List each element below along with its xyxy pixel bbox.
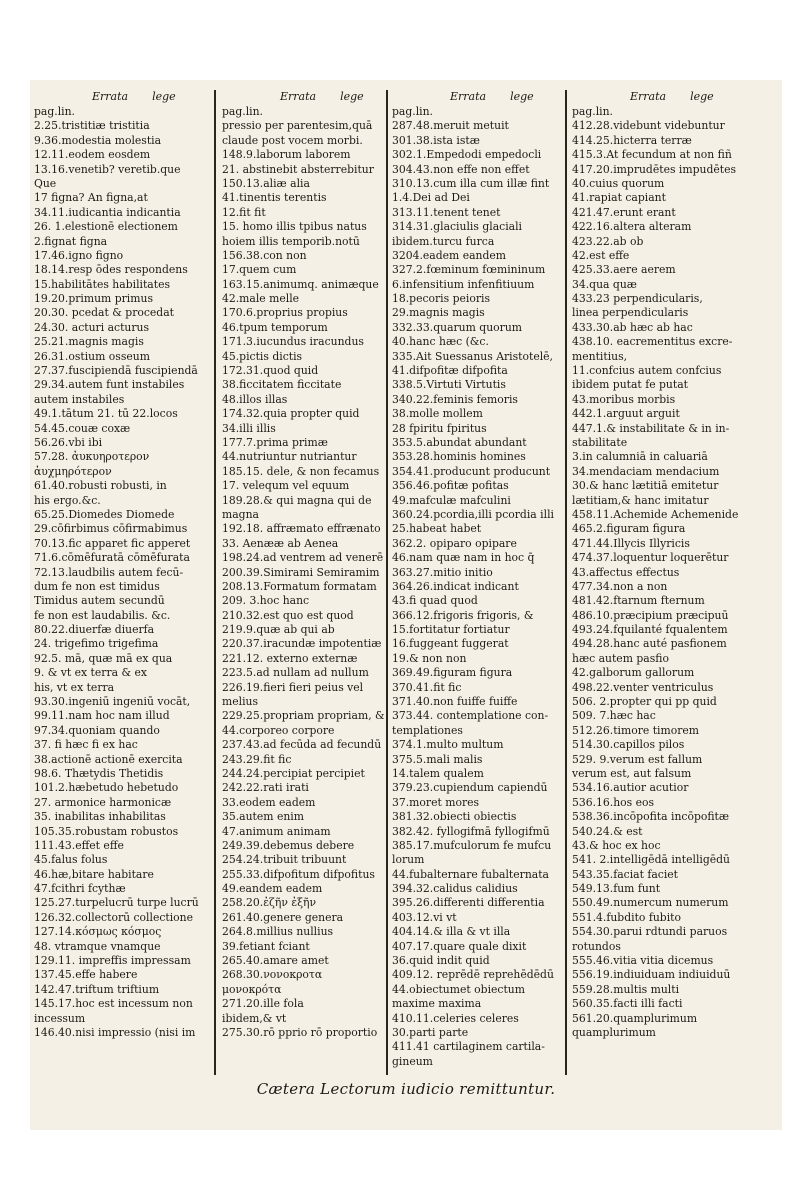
errata-entry: 192.18. affræmato effrænato: [222, 522, 381, 536]
errata-entry: 33. Aenææ ab Aenea: [222, 536, 339, 550]
errata-entry: 148.9.laborum laborem: [222, 148, 351, 162]
errata-entry: 541. 2.intelligēdā intelligēdū: [572, 853, 731, 867]
errata-entry: 477.34.non a non: [572, 579, 668, 593]
errata-entry: 19.20.primum primus: [34, 292, 153, 306]
errata-entry: his, vt ex terra: [34, 680, 115, 694]
errata-entry: 34.illi illis: [222, 421, 276, 435]
errata-entry: 356.46.pofitæ pofitas: [392, 479, 509, 493]
errata-entry: 338.5.Virtuti Virtutis: [392, 378, 506, 392]
errata-entry: 364.26.indicat indicant: [392, 579, 519, 593]
errata-entry: 37.moret mores: [392, 795, 480, 809]
errata-entry: 353.28.hominis homines: [392, 450, 526, 464]
errata-entry: hæc autem pasfio: [572, 651, 669, 665]
errata-entry: 373.44. contemplatione con-: [392, 709, 549, 723]
errata-entry: 137.45.effe habere: [34, 968, 138, 982]
errata-entry: 48.illos illas: [222, 392, 288, 406]
errata-entry: lorum: [392, 853, 425, 867]
errata-entry: 29.magnis magis: [392, 306, 485, 320]
errata-entry: 255.33.difpofitum difpofitus: [222, 867, 375, 881]
errata-entry: 543.35.faciat faciet: [572, 867, 679, 881]
errata-entry: 49.1.tātum 21. tū 22.locos: [34, 407, 178, 421]
errata-entry: Que: [34, 176, 57, 190]
errata-entry: 529. 9.verum est fallum: [572, 752, 703, 766]
errata-entry: 237.43.ad fecūda ad fecundū: [222, 738, 382, 752]
errata-entry: 360.24.pcordia,illi pcordia illi: [392, 507, 554, 521]
errata-entry: autem instabiles: [34, 392, 125, 406]
errata-entry: 29.34.autem funt instabiles: [34, 378, 185, 392]
errata-entry: 549.13.fum funt: [572, 882, 661, 896]
errata-entry: 41.rapiat capiant: [572, 191, 666, 205]
errata-entry: 404.14.& illa & vt illa: [392, 925, 511, 939]
errata-entry: 34.11.iudicantia indicantia: [34, 205, 181, 219]
errata-entry: 534.16.autior acutior: [572, 781, 689, 795]
errata-entry: 46.tpum temporum: [222, 320, 328, 334]
pag-lin-label: pag.lin.: [392, 105, 433, 118]
errata-entry: 458.11.Achemide Achemenide: [572, 507, 739, 521]
errata-entry: 264.8.millius nullius: [222, 925, 334, 939]
errata-entry: 540.24.& est: [572, 824, 643, 838]
errata-entry: 494.28.hanc auté pasfionem: [572, 637, 727, 651]
errata-entry: 536.16.hos eos: [572, 795, 655, 809]
lege-label: lege: [690, 90, 714, 103]
errata-entry: 421.47.erunt erant: [572, 205, 676, 219]
errata-entry: 17 figna? An figna,at: [34, 191, 148, 205]
errata-entry: 425.33.aere aerem: [572, 263, 676, 277]
errata-entry: 268.30.νονοκροτα: [222, 968, 323, 982]
errata-entry: 21. abstinebit absterrebitur: [222, 162, 374, 176]
errata-entry: 313.11.tenent tenet: [392, 205, 501, 219]
errata-entry: 486.10.præcipium præcipuū: [572, 608, 729, 622]
errata-label: Errata: [630, 90, 667, 103]
errata-entry: dum fe non est timidus: [34, 579, 160, 593]
errata-entry: 29.cōfirbimus cōfirmabimus: [34, 522, 188, 536]
errata-entry: 471.44.Illycis Illyricis: [572, 536, 690, 550]
errata-entry: 379.23.cupiendum capiendū: [392, 781, 548, 795]
errata-entry: 9. & vt ex terra & ex: [34, 666, 147, 680]
errata-entry: 261.40.genere genera: [222, 910, 344, 924]
errata-entry: 271.20.ille fola: [222, 997, 304, 1011]
errata-entry: gineum: [392, 1054, 433, 1068]
errata-entry: 40.cuius quorum: [572, 176, 665, 190]
errata-entry: 220.37.iracundæ impotentiæ: [222, 637, 382, 651]
errata-label: Errata: [92, 90, 129, 103]
errata-entry: 363.27.mitio initio: [392, 565, 493, 579]
errata-entry: 411.41 cartilaginem cartila-: [392, 1040, 545, 1054]
errata-entry: 97.34.quoniam quando: [34, 723, 160, 737]
errata-entry: 12.11.eodem eosdem: [34, 148, 151, 162]
errata-column-1: [34, 90, 214, 1040]
errata-entry: 362.2. opiparo opipare: [392, 536, 517, 550]
errata-entry: magna: [222, 507, 259, 521]
errata-entry: 27.37.fuscipiendā fuscipiendā: [34, 364, 198, 378]
errata-entry: 254.24.tribuit tribuunt: [222, 853, 347, 867]
errata-entry: 41.tinentis terentis: [222, 191, 327, 205]
errata-entry: 433.23 perpendicularis,: [572, 292, 703, 306]
errata-entry: 417.20.imprudētes impudētes: [572, 162, 737, 176]
errata-entry: 150.13.aliæ alia: [222, 176, 310, 190]
column-header: [392, 90, 578, 105]
errata-entry: 36.quid indit quid: [392, 954, 490, 968]
errata-entry: 44.corporeo corpore: [222, 723, 335, 737]
errata-entry: 407.17.quare quale dixit: [392, 939, 527, 953]
errata-label: Errata: [450, 90, 487, 103]
errata-page: [30, 80, 782, 1130]
errata-entry: 412.28.videbunt videbuntur: [572, 119, 725, 133]
errata-entry: 242.22.rati irati: [222, 781, 309, 795]
errata-entry: 15. homo illis tpibus natus: [222, 220, 367, 234]
errata-entry: 40.hanc hæc (&c.: [392, 335, 489, 349]
footer-note: Cætera Lectorum iudicio remittuntur.: [256, 1080, 556, 1098]
errata-entry: 41.difpofitæ difpofita: [392, 364, 508, 378]
errata-entry: 13.16.venetib? veretib.que: [34, 162, 181, 176]
errata-entry: 174.32.quia propter quid: [222, 407, 360, 421]
errata-entry: 98.6. Thætydis Thetidis: [34, 766, 164, 780]
errata-entry: 353.5.abundat abundant: [392, 435, 527, 449]
lege-label: lege: [510, 90, 534, 103]
errata-entry: 177.7.prima primæ: [222, 435, 328, 449]
errata-entry: 481.42.ftarnum fternum: [572, 594, 705, 608]
errata-entry: 506. 2.propter qui pp quid: [572, 695, 717, 709]
errata-entry: 61.40.robusti robusti, in: [34, 479, 167, 493]
errata-entry: 15.habilitātes habilitates: [34, 277, 171, 291]
errata-entry: his ergo.&c.: [34, 493, 101, 507]
errata-entry: 314.31.glaciulis glaciali: [392, 220, 522, 234]
errata-entry: 99.11.nam hoc nam illud: [34, 709, 170, 723]
errata-entry: 72.13.laudbilis autem fecū-: [34, 565, 184, 579]
errata-entry: 465.2.figuram figura: [572, 522, 686, 536]
errata-entry: 57.28. ἀυκυηροτερον: [34, 450, 150, 464]
errata-entry: 39.fetiant fciant: [222, 939, 310, 953]
errata-entry: 30.parti parte: [392, 1026, 469, 1039]
errata-entry: 44.obiectumet obiectum: [392, 982, 525, 996]
errata-entry: 371.40.non fuiffe fuiffe: [392, 695, 518, 709]
errata-entry: 47.fcithri fcythæ: [34, 882, 126, 896]
errata-entry: 26. 1.elestionē electionem: [34, 220, 178, 234]
errata-entry: 43.affectus effectus: [572, 565, 680, 579]
errata-entry: 43.& hoc ex hoc: [572, 838, 661, 852]
errata-entry: 142.47.triftum triftium: [34, 982, 160, 996]
errata-entry: 42.est effe: [572, 248, 630, 262]
errata-entry: 172.31.quod quid: [222, 364, 319, 378]
errata-entry: 560.35.facti illi facti: [572, 997, 683, 1011]
errata-entry: 447.1.& instabilitate & in in-: [572, 421, 730, 435]
errata-entry: 125.27.turpelucrū turpe lucrū: [34, 896, 199, 910]
errata-entry: 249.39.debemus debere: [222, 838, 355, 852]
errata-entry: 18.14.resp ōdes respondens: [34, 263, 188, 277]
errata-entry: 25.habeat habet: [392, 522, 482, 536]
pag-lin-label: pag.lin.: [222, 105, 263, 118]
errata-entry: 17. velequm vel equum: [222, 479, 350, 493]
errata-entry: maxime maxima: [392, 997, 482, 1011]
errata-entry: 38.molle mollem: [392, 407, 483, 421]
errata-entry: 208.13.Formatum formatam: [222, 579, 377, 593]
errata-entry: 42.galborum gallorum: [572, 666, 695, 680]
errata-entry: 394.32.calidus calidius: [392, 882, 518, 896]
errata-entry: 550.49.numercum numerum: [572, 896, 729, 910]
errata-entry: fe non est laudabilis. &c.: [34, 608, 171, 622]
errata-entry: 221.12. externo externæ: [222, 651, 358, 665]
errata-entry: 24. trigefimo trigefima: [34, 637, 159, 651]
errata-entry: 101.2.hæbetudo hebetudo: [34, 781, 179, 795]
errata-entry: 275.30.rō pprio rō proportio: [222, 1026, 378, 1039]
errata-entry: lætitiam,& hanc imitatur: [572, 493, 709, 507]
errata-entry: 226.19.fieri fieri peius vel: [222, 680, 364, 694]
errata-entry: 265.40.amare amet: [222, 954, 329, 968]
errata-entry: 14.talem qualem: [392, 766, 484, 780]
errata-entry: 198.24.ad ventrem ad venerē: [222, 551, 384, 565]
errata-entry: 442.1.arguut arguit: [572, 407, 680, 421]
errata-entry: 49.mafculæ mafculini: [392, 493, 511, 507]
errata-entry: stabilitate: [572, 435, 628, 449]
errata-entry: 25.21.magnis magis: [34, 335, 144, 349]
errata-entry: 381.32.obiecti obiectis: [392, 810, 517, 824]
errata-column-3: [392, 90, 578, 1069]
errata-entry: 287.48.meruit metuit: [392, 119, 509, 133]
errata-entry: 556.19.indiuiduam indiuiduū: [572, 968, 731, 982]
errata-entry: 45.pictis dictis: [222, 349, 303, 363]
errata-entry: Timidus autem secundū: [34, 594, 165, 608]
errata-entry: 382.42. fyllogifmā fyllogifmū: [392, 824, 550, 838]
errata-entry: 210.32.est quo est quod: [222, 608, 354, 622]
errata-entry: 19.& non non: [392, 651, 467, 665]
errata-entry: 209. 3.hoc hanc: [222, 594, 310, 608]
errata-entry: 34.qua quæ: [572, 277, 637, 291]
errata-entry: 45.falus folus: [34, 853, 108, 867]
errata-entry: 17.46.igno figno: [34, 248, 124, 262]
errata-entry: 258.20.ἐζῆν ἐξῆν: [222, 896, 317, 910]
errata-entry: 80.22.diuerfæ diuerfa: [34, 623, 155, 637]
errata-entry: 163.15.animumq. animæque: [222, 277, 379, 291]
errata-entry: 514.30.capillos pilos: [572, 738, 685, 752]
errata-entry: 46.nam quæ nam in hoc q̄: [392, 551, 535, 565]
errata-entry: 38.actionē actionē exercita: [34, 752, 183, 766]
column-header: [34, 90, 214, 105]
errata-entry: 28 fpiritu fpiritus: [392, 421, 487, 435]
errata-entry: 189.28.& qui magna qui de: [222, 493, 372, 507]
errata-entry: 498.22.venter ventriculus: [572, 680, 714, 694]
errata-entry: 555.46.vitia vitia dicemus: [572, 954, 714, 968]
errata-entry: 301.38.ista istæ: [392, 133, 480, 147]
errata-entry: 375.5.mali malis: [392, 752, 483, 766]
errata-entry: 354.41.producunt producunt: [392, 464, 551, 478]
errata-entry: 105.35.robustam robustos: [34, 824, 179, 838]
errata-entry: 30.& hanc lætitiā emitetur: [572, 479, 719, 493]
errata-entry: 493.24.fquilanté fqualentem: [572, 623, 728, 637]
errata-entry: 340.22.feminis femoris: [392, 392, 518, 406]
errata-entry: 18.pecoris peioris: [392, 292, 491, 306]
errata-entry: 34.mendaciam mendacium: [572, 464, 720, 478]
errata-entry: 538.36.incōpofita incōpofitæ: [572, 810, 730, 824]
errata-entry: 127.14.κόσμως κόσμος: [34, 925, 162, 939]
errata-entry: 44.fubalternare fubalternata: [392, 867, 549, 881]
errata-entry: 185.15. dele, & non fecamus: [222, 464, 380, 478]
errata-entry: 71.6.cōmēfuratā cōmēfurata: [34, 551, 190, 565]
errata-entry: 42.male melle: [222, 292, 300, 306]
errata-entry: 415.3.At fecundum at non fiñ: [572, 148, 732, 162]
errata-label: Errata: [280, 90, 317, 103]
pag-lin-label: pag.lin.: [572, 105, 613, 118]
errata-entry: 93.30.ingeniū ingeniū vocāt,: [34, 695, 191, 709]
errata-entry: 200.39.Simirami Semiramim: [222, 565, 380, 579]
errata-entry: 559.28.multis multi: [572, 982, 680, 996]
column-header: [572, 90, 780, 105]
errata-entry: 48. vtramque vnamque: [34, 939, 161, 953]
errata-entry: 409.12. reprēdē reprehēdēdū: [392, 968, 554, 982]
errata-entry: 302.1.Empedodi empedocli: [392, 148, 542, 162]
column-header: [222, 90, 404, 105]
errata-entry: 170.6.proprius propius: [222, 306, 348, 320]
errata-entry: 24.30. acturi acturus: [34, 320, 150, 334]
errata-entry: 49.eandem eadem: [222, 882, 323, 896]
errata-entry: linea perpendicularis: [572, 306, 689, 320]
lege-label: lege: [152, 90, 176, 103]
errata-entry: 111.43.effet effe: [34, 838, 124, 852]
errata-entry: 422.16.altera alteram: [572, 220, 692, 234]
errata-entry: 410.11.celeries celeres: [392, 1011, 519, 1025]
errata-entry: 438.10. eacrementitus excre-: [572, 335, 733, 349]
errata-entry: 26.31.ostium osseum: [34, 349, 150, 363]
errata-entry: 332.33.quarum quorum: [392, 320, 523, 334]
errata-column-4: [572, 90, 780, 1040]
errata-entry: 304.43.non effe non effet: [392, 162, 530, 176]
errata-entry: 15.fortitatur fortiatur: [392, 623, 510, 637]
errata-entry: rotundos: [572, 939, 621, 953]
errata-entry: incessum: [34, 1011, 86, 1025]
errata-entry: 433.30.ab hæc ab hac: [572, 320, 693, 334]
errata-entry: 2.25.tristitiæ tristitia: [34, 119, 150, 133]
errata-column-2: [222, 90, 404, 1040]
errata-entry: 65.25.Diomedes Diomede: [34, 507, 175, 521]
errata-entry: 310.13.cum illa cum illæ fint: [392, 176, 550, 190]
errata-entry: 33.eodem eadem: [222, 795, 316, 809]
errata-entry: 43.moribus morbis: [572, 392, 676, 406]
errata-entry: 561.20.quamplurimum: [572, 1011, 698, 1025]
errata-entry: 1.4.Dei ad Dei: [392, 191, 470, 205]
errata-entry: 229.25.propriam propriam, &: [222, 709, 385, 723]
errata-entry: 92.5. mā, quæ mā ex qua: [34, 651, 173, 665]
errata-entry: ibidem,& vt: [222, 1011, 287, 1025]
errata-entry: 219.9.quæ ab qui ab: [222, 623, 335, 637]
errata-entry: 551.4.fubdito fubito: [572, 910, 681, 924]
errata-entry: ἀυχμηρότερον: [34, 464, 112, 478]
errata-entry: 37. fi hæc fi ex hac: [34, 738, 138, 752]
pag-lin-label: pag.lin.: [34, 105, 75, 118]
errata-entry: 554.30.parui rdtundi paruos: [572, 925, 728, 939]
errata-entry: 43.fi quad quod: [392, 594, 478, 608]
errata-entry: 126.32.collectorū collectione: [34, 910, 194, 924]
errata-entry: 3204.eadem eandem: [392, 248, 507, 262]
errata-entry: 44.nutriuntur nutriantur: [222, 450, 357, 464]
errata-entry: 474.37.loquentur loquerētur: [572, 551, 729, 565]
errata-entry: 243.29.fit fic: [222, 752, 292, 766]
errata-entry: melius: [222, 695, 259, 709]
errata-entry: 171.3.iucundus iracundus: [222, 335, 364, 349]
errata-entry: 327.2.fœminum fœmininum: [392, 263, 546, 277]
errata-entry: templationes: [392, 723, 463, 737]
errata-entry: 403.12.vi vt: [392, 910, 457, 924]
errata-entry: 46.hæ,bitare habitare: [34, 867, 154, 881]
errata-entry: 509. 7.hæc hac: [572, 709, 656, 723]
errata-entry: 335.Ait Suessanus Aristotelē,: [392, 349, 553, 363]
errata-entry: 145.17.hoc est incessum non: [34, 997, 193, 1011]
errata-entry: verum est, aut falsum: [572, 766, 692, 780]
errata-entry: 54.45.couæ coxæ: [34, 421, 131, 435]
errata-entry: ibidem putat fe putat: [572, 378, 688, 392]
errata-entry: 146.40.nisi impressio (nisi im: [34, 1026, 196, 1039]
errata-entry: 2.fignat figna: [34, 234, 108, 248]
errata-entry: 223.5.ad nullam ad nullum: [222, 666, 369, 680]
errata-entry: 47.animum animam: [222, 824, 331, 838]
errata-entry: 38.ficcitatem ficcitate: [222, 378, 342, 392]
errata-entry: 374.1.multo multum: [392, 738, 504, 752]
errata-entry: 70.13.fic apparet fic apperet: [34, 536, 191, 550]
errata-entry: quamplurimum: [572, 1026, 656, 1039]
errata-entry: hoiem illis temporib.notū: [222, 234, 360, 248]
errata-entry: 20.30. pcedat & procedat: [34, 306, 174, 320]
errata-entry: 370.41.fit fic: [392, 680, 462, 694]
errata-entry: 35.autem enim: [222, 810, 304, 824]
errata-entry: μονοκρότα: [222, 982, 282, 996]
errata-entry: claude post vocem morbi.: [222, 133, 363, 147]
errata-entry: 17.quem cum: [222, 263, 297, 277]
errata-entry: 6.infensitium infenfitiuum: [392, 277, 535, 291]
errata-entry: 11.confcius autem confcius: [572, 364, 722, 378]
errata-entry: 12.fit fit: [222, 205, 266, 219]
column-rule: [214, 90, 216, 1075]
lege-label: lege: [340, 90, 364, 103]
errata-entry: 369.49.figuram figura: [392, 666, 513, 680]
errata-entry: 56.26.vbi ibi: [34, 435, 103, 449]
errata-entry: 35. inabilitas inhabilitas: [34, 810, 166, 824]
errata-entry: 27. armonice harmonicæ: [34, 795, 172, 809]
errata-entry: ibidem.turcu furca: [392, 234, 495, 248]
errata-entry: 395.26.differenti differentia: [392, 896, 545, 910]
errata-entry: 423.22.ab ob: [572, 234, 644, 248]
errata-entry: 414.25.hicterra terræ: [572, 133, 692, 147]
errata-entry: pressio per parentesim,quā: [222, 119, 373, 133]
errata-entry: mentitius,: [572, 349, 628, 363]
errata-entry: 366.12.frigoris frigoris, &: [392, 608, 534, 622]
errata-entry: 512.26.timore timorem: [572, 723, 700, 737]
errata-entry: 16.fuggeant fuggerat: [392, 637, 509, 651]
errata-entry: 244.24.percipiat percipiet: [222, 766, 365, 780]
errata-entry: 385.17.mufculorum fe mufcu: [392, 838, 552, 852]
errata-entry: 3.in calumniā in caluariā: [572, 450, 708, 464]
errata-entry: 156.38.con non: [222, 248, 307, 262]
errata-entry: 129.11. impreffis impressam: [34, 954, 191, 968]
errata-entry: 9.36.modestia molestia: [34, 133, 162, 147]
